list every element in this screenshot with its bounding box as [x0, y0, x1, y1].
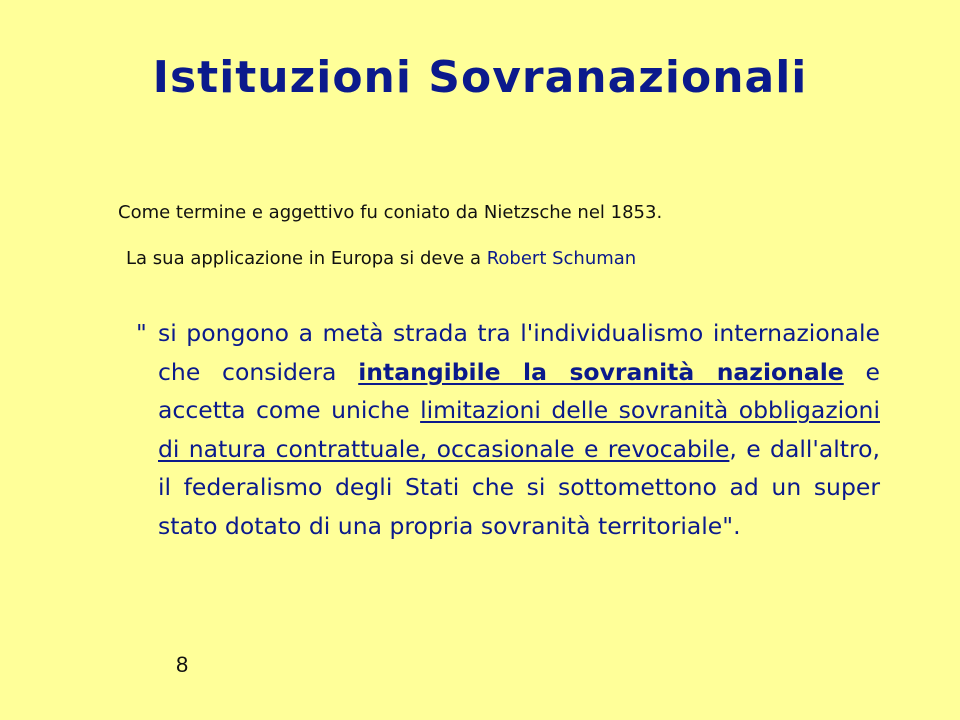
quote-open-mark: " [136, 319, 147, 347]
robert-schuman-name: Robert Schuman [486, 248, 637, 269]
quote-link-sovranita-nazionale[interactable]: intangibile la sovranità nazionale [358, 357, 844, 386]
intro-line-schuman-prefix: La sua applicazione in Europa si deve a [126, 248, 487, 269]
page-number: 8 [176, 652, 189, 677]
intro-line-nietzsche: Come termine e aggettivo fu coniato da Nietzsche nel 1853. [118, 202, 663, 223]
quote-text-part3: , e dall'altro, il federalismo degli Stati che si sottomettono ad un super stato dotato di una propria sovranità territoriale". [158, 434, 881, 540]
schuman-quote [136, 314, 881, 545]
slide-title: Istituzioni Sovranazionali [152, 52, 808, 103]
quote-link-limitazioni[interactable]: limitazioni delle sovranità obbligazioni di natura contrattuale, occasionale e revocabile [158, 396, 880, 463]
intro-line-schuman [126, 248, 636, 269]
quote-text-part2: e accetta come uniche [158, 357, 880, 424]
quote-text-part1: si pongono a metà strada tra l'individualismo internazionale che considera [158, 319, 880, 386]
